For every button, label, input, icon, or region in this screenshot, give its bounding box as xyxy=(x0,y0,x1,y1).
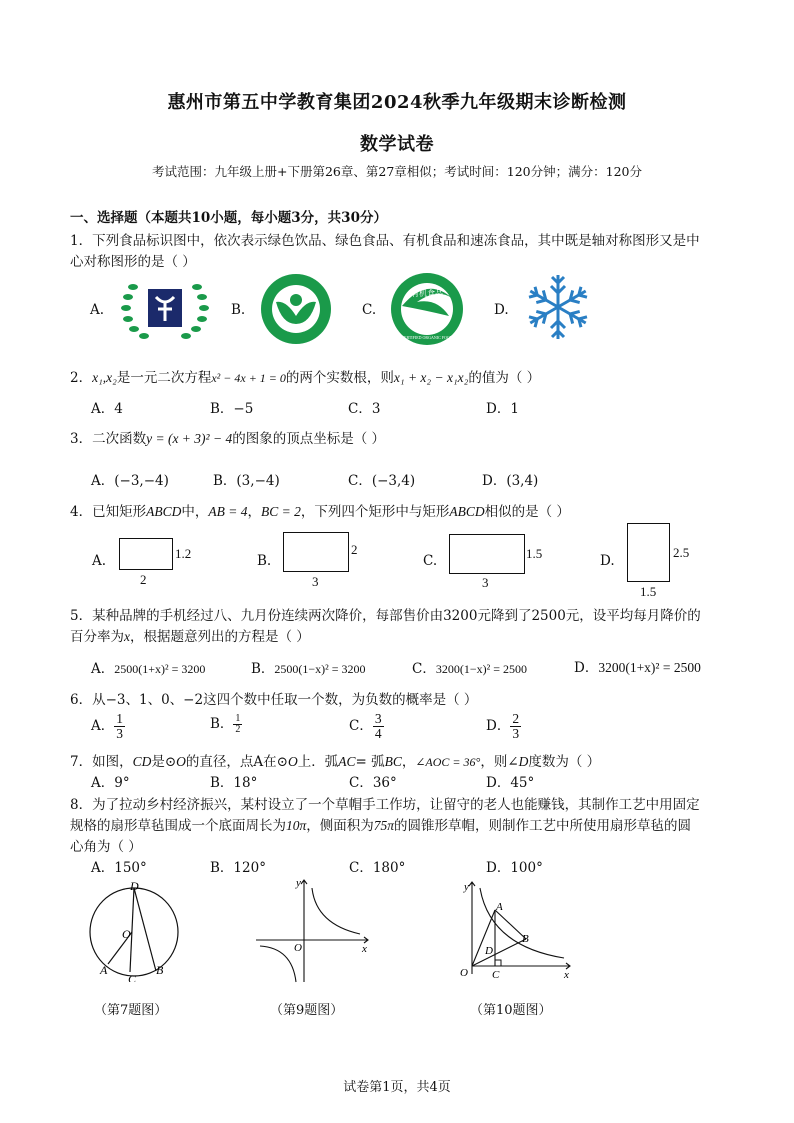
figure-10-graph xyxy=(452,876,576,980)
q4-rect-c-bottom: 3 xyxy=(482,575,489,590)
svg-text:O: O xyxy=(122,927,131,941)
figure-7-caption: （第7题图） xyxy=(94,1003,168,1018)
q6-text: 6．从−3、1、0、−2这四个数中任取一个数，为负数的概率是（ ） xyxy=(70,692,478,708)
q5-text-line2: 百分率为x，根据题意列出的方程是（ ） xyxy=(70,629,310,645)
q4-rect-b-side: 2 xyxy=(351,542,358,557)
figure-7-circle xyxy=(88,876,188,982)
q8-option-d: D．100° xyxy=(486,860,543,876)
q6-option-c: C． $\frac{3}{4}$ xyxy=(349,711,382,742)
q7-option-b: B．18° xyxy=(210,775,258,791)
snowflake-logo xyxy=(520,272,596,342)
q1-text-line2: 心对称图形的是（ ） xyxy=(70,254,196,270)
q8-text-line3: 心角为（ ） xyxy=(70,839,142,855)
svg-text:y: y xyxy=(296,877,301,889)
q1-option-b-label: B. xyxy=(231,302,246,318)
svg-text:A: A xyxy=(496,901,503,913)
figure-9-hyperbola xyxy=(252,874,372,986)
q7-option-d: D．45° xyxy=(486,775,535,791)
q2-option-d: D．1 xyxy=(486,401,519,417)
figure-9-caption: （第9题图） xyxy=(270,1003,344,1018)
q4-text: 4．已知矩形ABCD中，AB = 4，BC = 2，下列四个矩形中与矩形ABCD相似的是（ ） xyxy=(70,504,570,520)
q4-rect-c-side: 1.5 xyxy=(526,546,543,561)
green-food-logo xyxy=(258,274,334,344)
q5-option-d: D．3200(1+x)² = 2500 xyxy=(574,660,701,676)
section-heading: 一、选择题（本题共10小题，每小题3分，共30分） xyxy=(70,210,387,226)
q3-text: 3．二次函数y = (x + 3)² − 4的图象的顶点坐标是（ ） xyxy=(70,431,385,447)
q4-option-b-label: B. xyxy=(257,553,272,569)
q4-rect-d xyxy=(627,523,670,582)
q7-option-a: A．9° xyxy=(91,775,130,791)
svg-text:A: A xyxy=(100,963,108,977)
q4-rect-b xyxy=(283,532,349,572)
svg-text:D: D xyxy=(130,879,139,893)
q4-rect-c xyxy=(449,534,525,574)
exam-scope: 考试范围：九年级上册+下册第26章、第27章相似；考试时间：120分钟；满分：120分 xyxy=(151,164,642,179)
organic-logo-text: 有机食品 xyxy=(411,289,443,298)
q5-text-line1: 5．某种品牌的手机经过八、九月份连续两次降价，每部售价由3200元降到了2500元，设平均每月降价的 xyxy=(70,608,701,624)
q4-rect-d-bottom: 1.5 xyxy=(640,584,657,599)
q4-rect-a xyxy=(119,538,173,570)
q1-option-c-label: C. xyxy=(362,302,377,318)
svg-text:B: B xyxy=(156,963,164,977)
q8-option-b: B．120° xyxy=(210,860,266,876)
q7-option-c: C．36° xyxy=(349,775,397,791)
figure-10-caption: （第10题图） xyxy=(470,1003,552,1018)
svg-text:x: x xyxy=(564,969,569,980)
green-drink-logo xyxy=(120,275,210,341)
q1-option-a-label: A. xyxy=(90,302,105,318)
q6-option-b: B． $\frac{1}{2}$ xyxy=(210,712,241,735)
q1-text-line1: 1．下列食品标识图中，依次表示绿色饮品、绿色食品、有机食品和速冻食品，其中既是轴对称图形又是中 xyxy=(70,233,700,249)
q3-option-b: B．(3,−4) xyxy=(213,473,280,489)
q3-option-a: A．(−3,−4) xyxy=(91,473,169,489)
exam-subtitle: 数学试卷 xyxy=(360,134,434,155)
q2-text: 2．x₁,x₂是一元二次方程x² − 4x + 1 = 0的两个实数根，则x₁ + x₂ − x₁x₂的值为（ ） xyxy=(70,370,541,386)
exam-title: 惠州市第五中学教育集团2024秋季九年级期末诊断检测 xyxy=(167,92,627,113)
q4-rect-a-bottom: 2 xyxy=(140,572,147,587)
q8-option-a: A．150° xyxy=(91,860,147,876)
q3-option-c: C．(−3,4) xyxy=(348,473,416,489)
q4-option-d-label: D. xyxy=(600,553,615,569)
page-footer: 试卷第1页，共4页 xyxy=(343,1080,451,1095)
svg-text:C: C xyxy=(492,969,500,980)
q6-option-a: A． $\frac{1}{3}$ xyxy=(91,711,123,742)
svg-text:x: x xyxy=(362,943,367,955)
q6-option-d: D． $\frac{2}{3}$ xyxy=(486,711,520,742)
organic-food-logo xyxy=(388,272,466,346)
svg-text:B: B xyxy=(522,933,529,945)
q2-option-a: A．4 xyxy=(91,401,123,417)
q5-option-b: B．2500(1−x)² = 3200 xyxy=(251,661,366,677)
svg-text:O: O xyxy=(294,942,302,954)
q4-rect-d-side: 2.5 xyxy=(673,545,690,560)
q4-option-a-label: A. xyxy=(92,553,107,569)
q4-option-c-label: C. xyxy=(423,553,438,569)
q3-option-d: D．(3,4) xyxy=(482,473,539,489)
q5-option-c: C．3200(1−x)² = 2500 xyxy=(412,661,527,677)
q4-rect-b-bottom: 3 xyxy=(312,574,319,589)
svg-text:D: D xyxy=(485,945,493,957)
q4-rect-a-side: 1.2 xyxy=(175,546,192,561)
svg-text:C: C xyxy=(128,972,137,982)
q8-text-line1: 8．为了拉动乡村经济振兴，某村设立了一个草帽手工作坊，让留守的老人也能赚钱，其制作工艺中用固定 xyxy=(70,797,700,813)
svg-text:O: O xyxy=(460,967,468,979)
q7-text: 7．如图，CD是⊙O的直径，点A在⊙O上．弧AC= 弧BC，∠AOC = 36°，则∠D度数为（ ） xyxy=(70,754,601,770)
q8-text-line2: 规格的扇形草毡围成一个底面周长为10π，侧面积为75π的圆锥形草帽，则制作工艺中所使用扇形草毡的圆 xyxy=(70,818,692,834)
svg-text:y: y xyxy=(464,881,469,893)
q2-option-b: B．−5 xyxy=(210,401,254,417)
organic-logo-ring-text: CERTIFIED ORGANIC FOOD xyxy=(401,335,453,340)
q2-option-c: C．3 xyxy=(348,401,381,417)
q5-option-a: A．2500(1+x)² = 3200 xyxy=(91,661,206,677)
q8-option-c: C．180° xyxy=(349,860,406,876)
q1-option-d-label: D. xyxy=(494,302,509,318)
